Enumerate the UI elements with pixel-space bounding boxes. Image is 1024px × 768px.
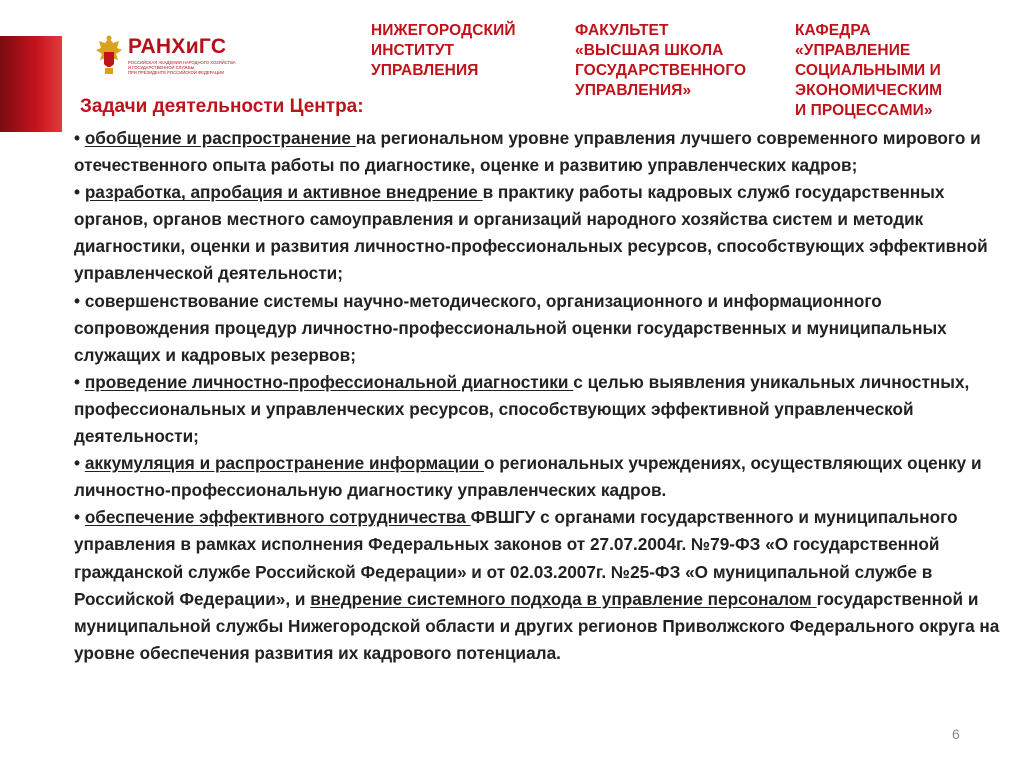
- item-text: в практику работы кадровых служб государственных органов, органов местного самоуправления и организаций народного хозяйства систем и методик диагностики, оценки и развития личностно-профессиональных ресурсов, способствующих эффективной управленческой деятельности;: [74, 182, 988, 284]
- item-text: о региональных учреждениях, осуществляющих оценку и личностно-профессиональную диагностику управленческих кадров.: [74, 453, 982, 501]
- item-highlight-2: внедрение системного подхода в управление персоналом: [310, 588, 817, 609]
- item-highlight: разработка, апробация и активное внедрение: [84, 182, 483, 203]
- item-highlight: проведение личностно-профессиональной диагностики: [84, 371, 574, 392]
- item-highlight: обобщение и распространение: [84, 128, 356, 148]
- item-text: с целью выявления уникальных личностных, профессиональных и управленческих ресурсов, способствующих эффективной управленческой деятельности;: [74, 371, 970, 447]
- list-item: • проведение личностно-профессиональной диагностики с целью выявления уникальных личностных, профессиональных и управленческих ресурсов, способствующих эффективной управленческой деятельности;: [74, 371, 970, 447]
- logo-subtitle: РОССИЙСКАЯ АКАДЕМИЯ НАРОДНОГО ХОЗЯЙСТВА И ГОСУДАРСТВЕННОЙ СЛУЖБЫ ПРИ ПРЕЗИДЕНТЕ РОССИЙСКОЙ ФЕДЕРАЦИИ: [128, 60, 236, 75]
- item-text-2: государственной и муниципальной службы Нижегородской области и других регионов Приволжского Федерального округа на уровне обеспечения развития их кадрового потенциала.: [74, 588, 1000, 663]
- item-highlight: обеспечение эффективного сотрудничества: [84, 507, 471, 528]
- list-item: • разработка, апробация и активное внедрение в практику работы кадровых служб государственных органов, органов местного самоуправления и организаций народного хозяйства систем и методик диагностики, оценки и развития личностно-профессиональных ресурсов, способствующих эффективной управленческой деятельности;: [74, 182, 988, 284]
- header-department: КАФЕДРА «УПРАВЛЕНИЕ СОЦИАЛЬНЫМИ И ЭКОНОМИЧЕСКИМ И ПРОЦЕССАМИ»: [795, 22, 943, 119]
- eagle-emblem-icon: [94, 34, 124, 78]
- item-highlight: аккумуляция и распространение информации: [84, 453, 485, 474]
- list-item: • обеспечение эффективного сотрудничества ФВШГУ с органами государственного и муниципального управления в рамках исполнения Федеральных законов от 27.07.2004г. №79-ФЗ «О государственной гражданской службе Российской Федерации» и от 02.03.2007г. №25-ФЗ «О муниципальной службе в Российской Федерации», и внедрение системного подхода в управление персоналом государственной и муниципальной службы Нижегородской области и других регионов Приволжского Федерального округа на уровне обеспечения развития их кадрового потенциала.: [74, 507, 1000, 663]
- page-number: 6: [952, 726, 960, 742]
- red-accent-bar: [0, 36, 62, 132]
- item-text: ФВШГУ с органами государственного и муниципального управления в рамках исполнения Федеральных законов от 27.07.2004г. №79-ФЗ «О государственной гражданской службе Российской Федерации» и от 02.03.2007г. №25-ФЗ «О муниципальной службе в Российской Федерации», и: [74, 507, 958, 609]
- header-faculty: ФАКУЛЬТЕТ «ВЫСШАЯ ШКОЛА ГОСУДАРСТВЕННОГО УПРАВЛЕНИЯ»: [575, 22, 747, 99]
- logo-wordmark: РАНХиГС: [128, 35, 227, 58]
- task-list: [74, 125, 1006, 667]
- item-text: на региональном уровне управления лучшего современного мирового и отечественного опыта работы по диагностике, оценке и развитию управленческих кадров;: [74, 128, 981, 176]
- item-text: совершенствование системы научно-методического, организационного и информационного сопровождения процедур личностно-профессиональной оценки государственных и муниципальных служащих и кадровых резервов;: [74, 290, 947, 365]
- list-item: • совершенствование системы научно-методического, организационного и информационного сопровождения процедур личностно-профессиональной оценки государственных и муниципальных служащих и кадровых резервов;: [74, 290, 947, 365]
- ranepa-logo: [94, 34, 234, 80]
- header-institute: НИЖЕГОРОДСКИЙ ИНСТИТУТ УПРАВЛЕНИЯ: [371, 22, 516, 79]
- page-title: Задачи деятельности Центра:: [80, 96, 364, 117]
- list-item: • обобщение и распространение на региональном уровне управления лучшего современного мирового и отечественного опыта работы по диагностике, оценке и развитию управленческих кадров;: [74, 128, 981, 176]
- list-item: • аккумуляция и распространение информации о региональных учреждениях, осуществляющих оценку и личностно-профессиональную диагностику управленческих кадров.: [74, 453, 982, 501]
